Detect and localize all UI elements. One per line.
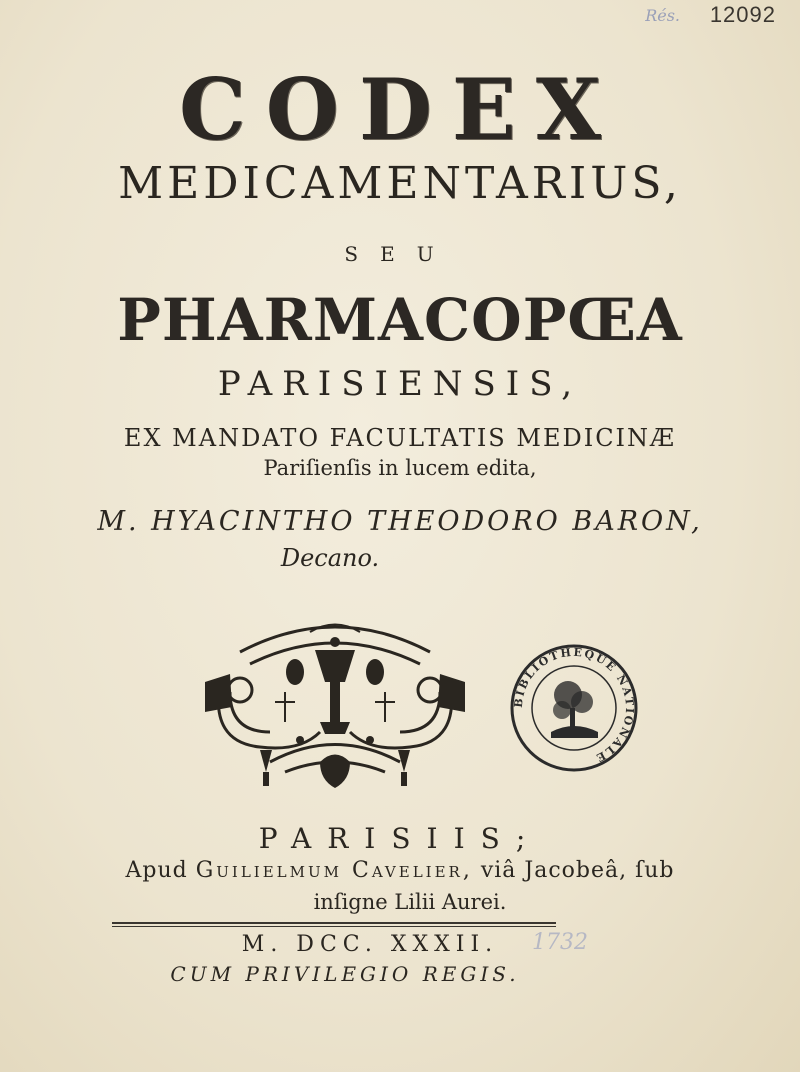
- handwritten-note: 1732: [532, 930, 588, 955]
- title-seu: SEU: [344, 242, 456, 266]
- imprint-printer-line: [0, 858, 800, 883]
- title-parisiensis: PARISIENSIS,: [217, 364, 583, 404]
- shelfmark-number: 12092: [709, 2, 776, 27]
- imprint-place: PARISIIS;: [258, 822, 542, 855]
- imprint-date: M. DCC. XXXII.: [241, 932, 499, 957]
- mandate-line: EX MANDATO FACULTATIS MEDICINÆ: [123, 424, 677, 452]
- printer-name: Guilielmum Cavelier,: [195, 858, 473, 883]
- author-line: M. HYACINTHO THEODORO BARON,: [97, 506, 703, 537]
- apud-suffix: viâ Jacobeâ, ſub: [480, 858, 675, 883]
- printers-ornament: [200, 612, 470, 796]
- title-codex: CODEX: [178, 60, 622, 159]
- library-stamp: [506, 640, 642, 780]
- double-rule: [112, 922, 556, 927]
- privilege-line: CUM PRIVILEGIO REGIS.: [170, 962, 520, 986]
- shelfmark-prefix: Rés.: [645, 6, 680, 25]
- decano-line: Decano.: [280, 544, 380, 572]
- title-medicamentarius: MEDICAMENTARIUS,: [118, 158, 682, 209]
- imprint-sign-line: inſigne Lilii Aurei.: [313, 890, 507, 914]
- title-pharmacopoea: PHARMACOPŒA: [117, 286, 683, 354]
- publication-line: Pariſienſis in lucem edita,: [263, 456, 537, 480]
- stamp-text: BIBLIOTHEQUE NATIONALE: [511, 645, 637, 766]
- apud-prefix: Apud: [125, 858, 188, 883]
